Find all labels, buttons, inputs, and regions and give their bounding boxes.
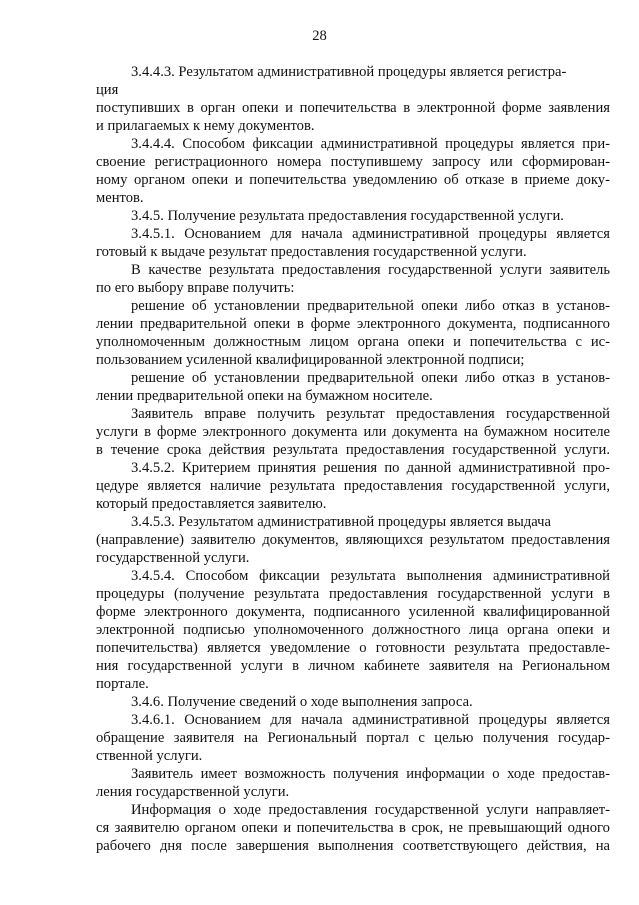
text-line: решение об установлении предварительной опеки либо отказ в установ-	[131, 370, 610, 386]
text-line: ления государственной услуги.	[96, 784, 290, 800]
text-line: процедуры (получение результата предоставления государственной услуги в	[96, 586, 610, 602]
text-line: по его выбору вправе получить:	[96, 280, 295, 296]
text-line: пользованием усиленной квалифицированной электронной подписи;	[96, 352, 525, 368]
text-line: ния государственной услуги в личном кабинете заявителя на Региональном	[96, 658, 610, 674]
text-line: рабочего дня после завершения выполнения соответствующего действия, на	[96, 838, 611, 854]
text-line: услуги в форме электронного документа или документа на бумажном носителе	[96, 424, 611, 440]
text-line: и прилагаемых к нему документов.	[96, 118, 315, 134]
text-line: в течение срока действия результата предоставления государственной услуги.	[96, 442, 611, 458]
text-line: В качестве результата предоставления государственной услуги заявитель	[131, 262, 610, 278]
text-line: 3.4.4.3. Результатом административной процедуры является регистра-	[131, 64, 567, 80]
text-line: 3.4.4.4. Способом фиксации административной процедуры является при-	[131, 136, 611, 152]
text-line: Информация о ходе предоставления государственной услуги направляет-	[131, 802, 611, 818]
text-line: 3.4.5.3. Результатом административной процедуры является выдача	[131, 514, 551, 530]
text-line: 3.4.6.1. Основанием для начала административной процедуры является	[131, 712, 610, 728]
page-number: 28	[312, 28, 327, 44]
text-line: решение об установлении предварительной опеки либо отказ в установ-	[131, 298, 610, 314]
text-line: ментов.	[96, 190, 144, 206]
text-line: 3.4.5.1. Основанием для начала административной процедуры является	[131, 226, 610, 242]
text-line: уполномоченным должностным лицом органа опеки и попечительства с ис-	[96, 334, 610, 350]
text-line: 3.4.5.4. Способом фиксации результата выполнения административной	[131, 568, 610, 584]
text-line: цедуре является наличие результата предоставления государственной услуги,	[96, 478, 610, 494]
text-line: лении предварительной опеки в форме электронного документа, подписанного	[96, 316, 610, 332]
text-line: форме электронного документа, подписанного усиленной квалифицированной	[96, 604, 610, 620]
text-line: 3.4.5. Получение результата предоставления государственной услуги.	[131, 208, 564, 224]
text-line: который предоставляется заявителю.	[96, 496, 327, 512]
text-line: электронной подписью уполномоченного должностного лица органа опеки и	[96, 622, 611, 638]
text-line: попечительства) является уведомление о готовности результата предоставле-	[96, 640, 611, 656]
text-line: 3.4.5.2. Критерием принятия решения по данной административной про-	[131, 460, 610, 476]
text-line: Заявитель имеет возможность получения информации о ходе предостав-	[131, 766, 610, 782]
text-line: готовый к выдаче результат предоставления государственной услуги.	[96, 244, 527, 260]
text-line: 3.4.6. Получение сведений о ходе выполнения запроса.	[131, 694, 473, 710]
text-line: ция	[96, 82, 119, 98]
text-line: своение регистрационного номера поступившему запросу или сформирован-	[96, 154, 611, 170]
text-line: обращение заявителя на Региональный портал с целью получения государ-	[96, 730, 610, 746]
text-line: (направление) заявителю документов, являющихся результатом предоставления	[96, 532, 610, 548]
text-line: ся заявителю органом опеки и попечительства в срок, не превышающий одного	[96, 820, 610, 836]
text-line: поступивших в орган опеки и попечительства в электронной форме заявления	[96, 100, 610, 116]
text-line: портале.	[96, 676, 149, 692]
text-line: лении предварительной опеки на бумажном носителе.	[96, 388, 433, 404]
text-line: государственной услуги.	[96, 550, 250, 566]
text-line: ственной услуги.	[96, 748, 203, 764]
text-line: ному органом опеки и попечительства уведомлению об отказе в приеме доку-	[96, 172, 610, 188]
text-line: Заявитель вправе получить результат предоставления государственной	[131, 406, 610, 422]
